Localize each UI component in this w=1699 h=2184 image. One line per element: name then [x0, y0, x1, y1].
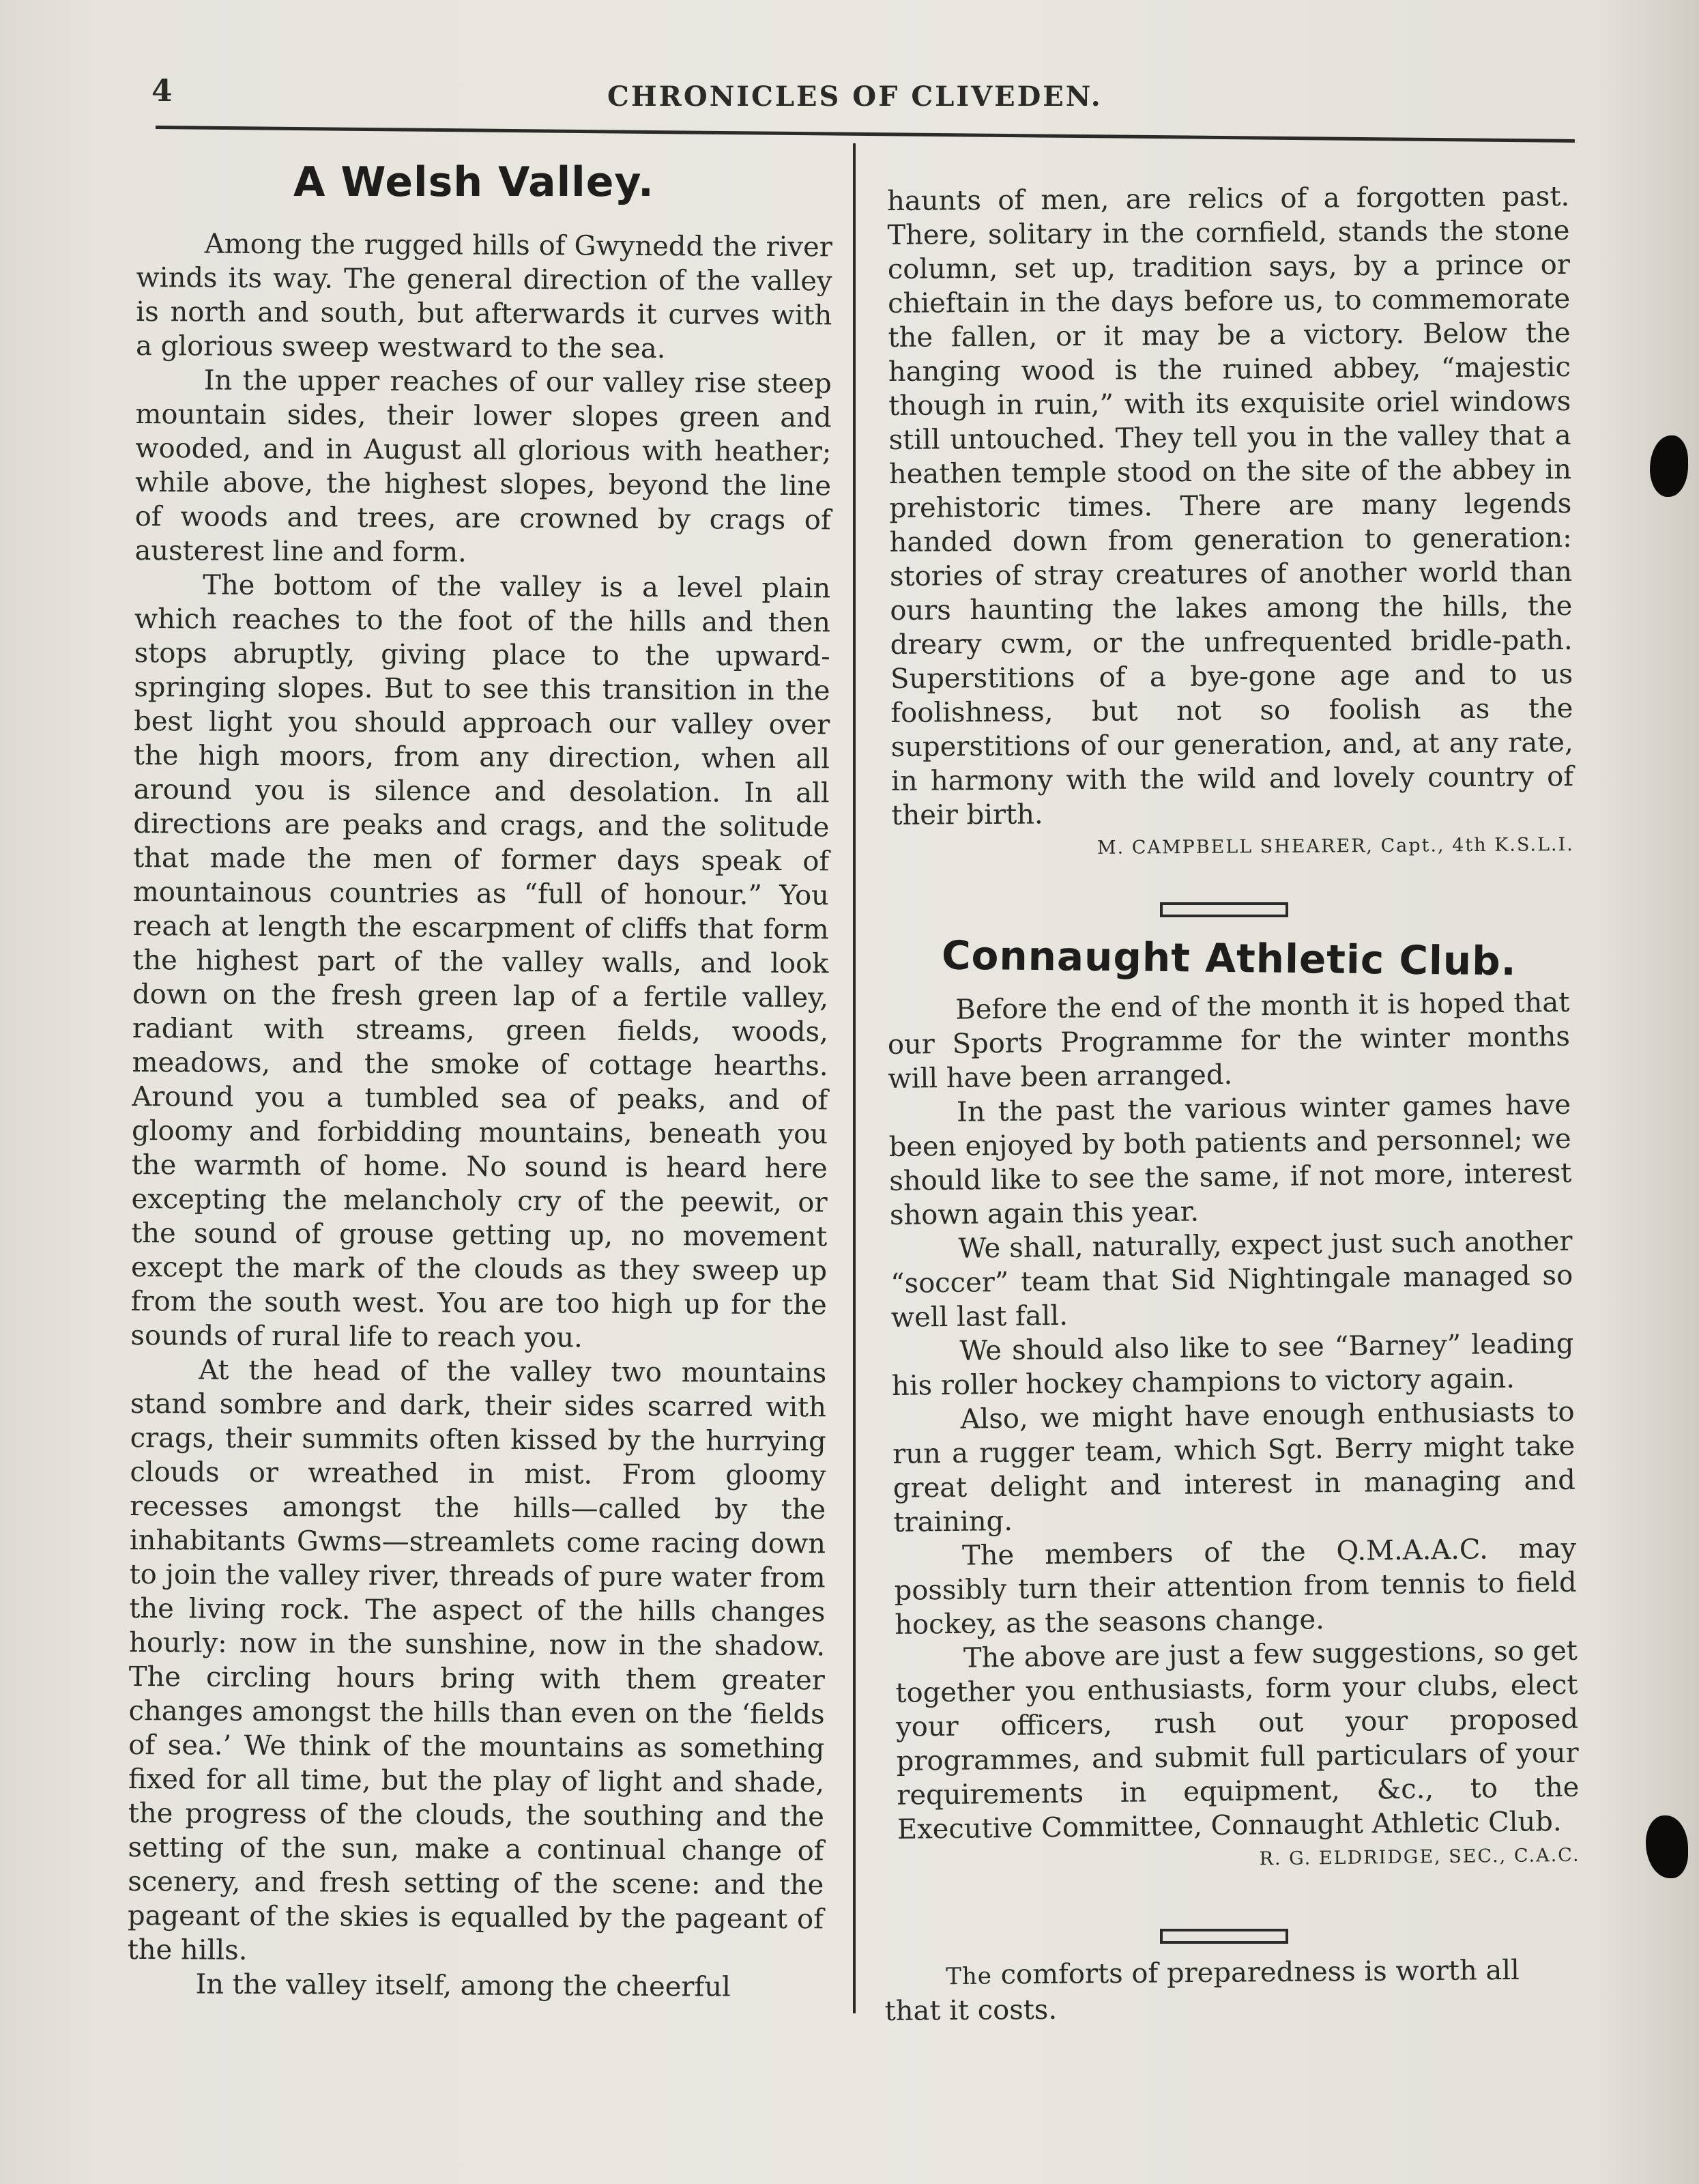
column-divider	[853, 143, 856, 2013]
left-column	[127, 227, 832, 2005]
article-signature: M. CAMPBELL SHEARER, Capt., 4th K.S.L.I.	[1097, 833, 1574, 859]
paragraph: In the valley itself, among the cheerful	[195, 1968, 731, 2003]
ornament-rule	[1160, 902, 1288, 917]
footer-note-lead: The	[946, 1962, 993, 1991]
paragraph: In the past the various winter games have been enjoyed by both patients and personnel; we should like to see the same, if not more, interest shown again this year.	[888, 1089, 1572, 1231]
page-number: 4	[151, 74, 173, 109]
running-title: CHRONICLES OF CLIVEDEN.	[607, 81, 1103, 113]
paragraph: We shall, naturally, expect just such another “soccer” team that Sid Nightingale managed so well last fall.	[890, 1225, 1573, 1334]
paragraph: Also, we might have enough enthusiasts to run a rugger team, which Sgt. Berry might take great delight and interest in managing and training.	[892, 1396, 1576, 1538]
footer-note	[884, 1953, 1567, 2028]
ornament-rule	[1160, 1929, 1288, 1944]
right-column-club	[887, 986, 1580, 1881]
article-title-welsh-valley: A Welsh Valley.	[293, 158, 654, 206]
paragraph: Among the rugged hills of Gwynedd the river winds its way. The general direction of the valley is north and south, but afterwards it curves with a glorious sweep westward to the sea.	[135, 228, 832, 365]
article-signature: R. G. ELDRIDGE, SEC., C.A.C.	[1259, 1844, 1580, 1870]
paragraph: The members of the Q.M.A.A.C. may possibly turn their attention from tennis to field hockey, as the seasons change.	[894, 1532, 1577, 1641]
header-rule	[156, 126, 1575, 143]
binding-hole	[1646, 1815, 1688, 1878]
footer-note-text: comforts of preparedness is worth all that it costs.	[884, 1954, 1520, 2027]
binding-hole	[1650, 435, 1688, 497]
paragraph: Before the end of the month it is hoped that our Sports Programme for the winter months will have been arranged.	[887, 986, 1571, 1095]
article-title-connaught: Connaught Athletic Club.	[941, 932, 1518, 985]
paragraph: We should also like to see “Barney” leading his roller hockey champions to victory again.	[891, 1327, 1574, 1402]
paragraph: In the upper reaches of our valley rise steep mountain sides, their lower slopes green and wooded, and in August all glorious with heather; while above, the highest slopes, beyond the line of woods and trees, are crowned by crags of austerest line and form.	[134, 364, 832, 569]
paragraph: The bottom of the valley is a level plain which reaches to the foot of the hills and then stops abruptly, giving place to the upward-springing slopes. But to see this transition in the best light you should approach our valley over the high moors, from any direction, when all around you is silence and desolation. In all directions are peaks and crags, and the solitude that made the men of former days speak of mountainous countries as “full of honour.” You reach at length the escarpment of cliffs that form the highest part of the valley walls, and look down on the fresh green lap of a fertile valley, radiant with streams, green fields, woods, meadows, and the smoke of cottage hearths. Around you a tumbled sea of peaks, and of gloomy and forbidding mountains, beneath you the warmth of home. No sound is heard here excepting the melancholy cry of the peewit, or the sound of grouse getting up, no movement except the mark of the clouds as they sweep up from the south west. You are too high up for the sounds of rural life to reach you.	[130, 569, 831, 1354]
right-column	[887, 179, 1574, 867]
paragraph: At the head of the valley two mountains stand sombre and dark, their sides scarred with crags, their summits often kissed by the hurrying clouds or wreathed in mist. From gloomy recesses amongst the hills—called by the inhabitants Gwms—streamlets come racing down to join the valley river, threads of pure water from the living rock. The aspect of the hills changes hourly: now in the sunshine, now in the shadow. The circling hours bring with them greater changes amongst the hills than even on the ‘fields of sea.’ We think of the mountains as something fixed for all time, but the play of light and shade, the progress of the clouds, the southing and the setting of the sun, make a continual change of scenery, and fresh setting of the scene: and the pageant of the skies is equalled by the pageant of the hills.	[127, 1354, 827, 1966]
paragraph-continuation: haunts of men, are relics of a forgotten past. There, solitary in the cornfield, stands the stone column, set up, tradition says, by a prince or chieftain in the days before us, to commemorate the fallen, or it may be a victory. Below the hanging wood is the ruined abbey, “majestic though in ruin,” with its exquisite oriel windows still untouched. They tell you in the valley that a heathen temple stood on the site of the abbey in prehistoric times. There are many legends handed down from generation to generation: stories of stray creatures of another world than ours haunting the lakes among the hills, the dreary cwm, or the unfrequented bridle-path. Superstitions of a bye-gone age and to us foolishness, but not so foolish as the superstitions of our generation, and, at any rate, in harmony with the wild and lovely country of their birth.	[887, 181, 1574, 831]
paragraph: The above are just a few suggestions, so get together you enthusiasts, form your clubs, elect your officers, rush out your proposed programmes, and submit full particulars of your requirements in equipment, &c., to the Executive Committee, Connaught Athletic Club.	[895, 1635, 1580, 1845]
